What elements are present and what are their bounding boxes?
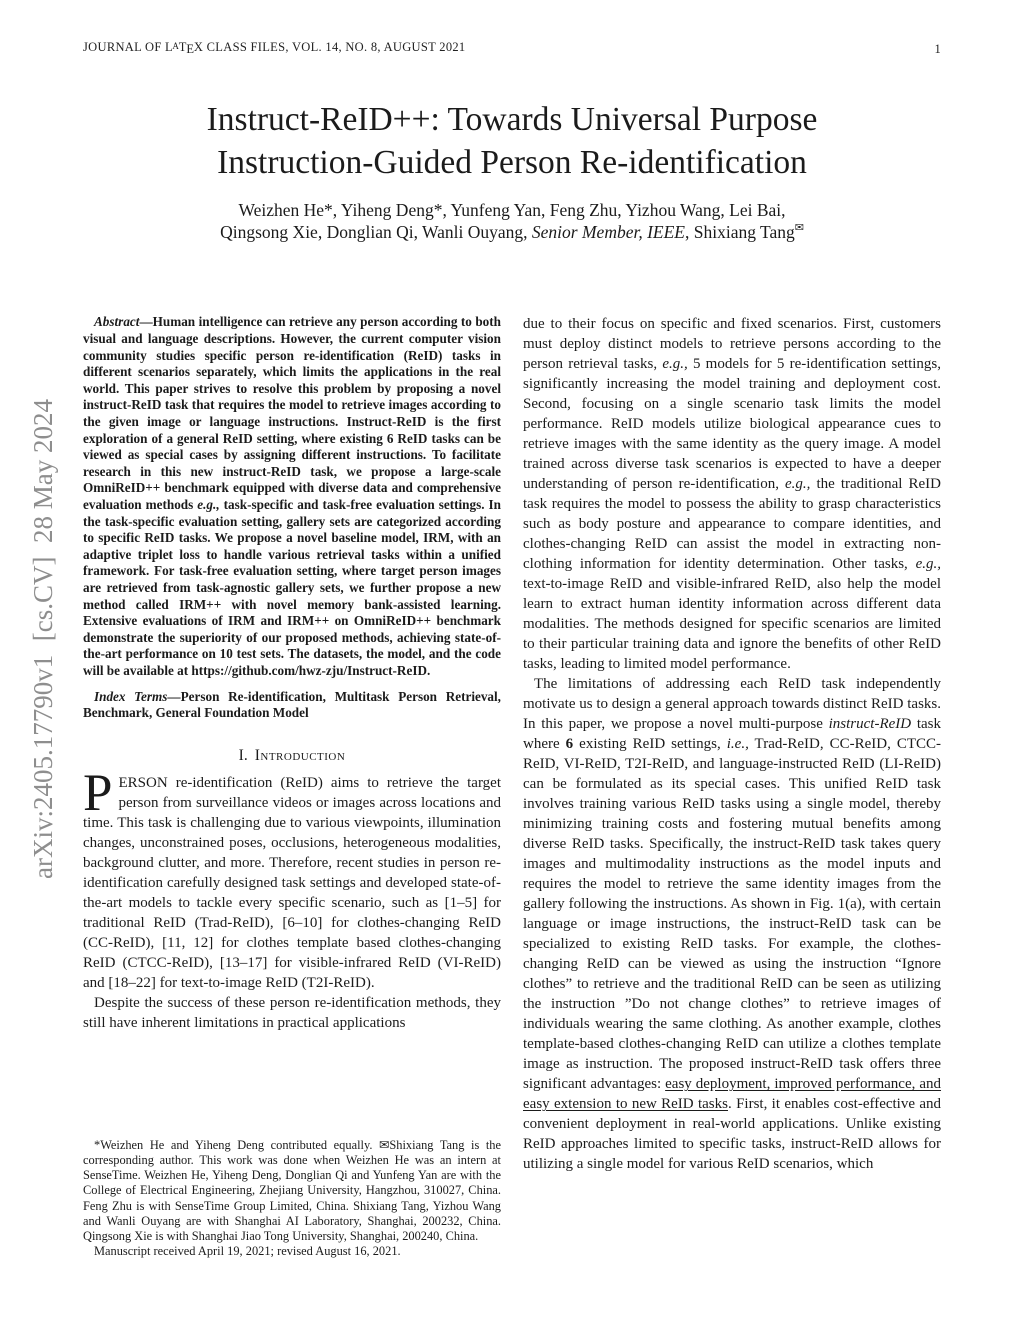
section-title: Introduction (254, 746, 346, 764)
index-terms (83, 689, 501, 722)
text-segment: Trad-ReID, CC-ReID, CTCC-ReID, VI-ReID, T2I-ReID, and language-instructed ReID (LI-ReID) can be formulated as its special cases. This unified ReID task involves training various ReID tasks using a single model, thereby minimizing training costs and fostering mutual benefits among diverse ReID tasks. Specifically, the instruct-ReID task takes query images and multimodality instructions as the model inputs and requires the model to retrieve the same identity images from the gallery following the instructions. As shown in Fig. 1(a), with certain language or image instructions, the instruct-ReID task can be specialized to existing ReID tasks. For example, the clothes-changing ReID can be viewed as using the instruction “Ignore clothes” to retrieve and the traditional ReID can be seen as utilizing the instruction ”Do not change clothes” to retrieve images of individuals wearing the same clothing. As another example, clothes template-based clothes-changing ReID can utilize a clothes template image as instruction. The proposed instruct-ReID task offers three significant advantages: (523, 736, 942, 1093)
body-paragraph-limitations (523, 314, 941, 674)
section-heading-introduction (83, 747, 501, 765)
running-header (83, 0, 941, 57)
text-segment: e.g., (785, 476, 811, 493)
arxiv-watermark: arXiv:2405.17790v1 [cs.CV] 28 May 2024 (28, 399, 58, 879)
intro-paragraph-1-text: re-identification (ReID) aims to retrieve the target person from surveillance videos or images across locations and time. This task is challenging due to various viewpoints, illumination changes, unconstrained poses, occlusions, heterogeneous modalities, background clutter, and more. Therefore, recent studies in person re-identification carefully designed task settings and developed state-of-the-art models to tackle every specific scenario, such as [1–5] for traditional ReID (Trad-ReID), [6–10] for clothes-changing ReID (CC-ReID), [11, 12] for clothes template based clothes-changing ReID (CTCC-ReID), [13–17] for visible-infrared ReID (VI-ReID) and [18–22] for text-to-image ReID (T2I-ReID). (83, 774, 501, 991)
text-segment: Qingsong Xie, Donglian Qi, Wanli Ouyang, (220, 222, 532, 243)
text-segment: The limitations of addressing each ReID task independently motivate us to design a general approach towards distinct ReID tasks. In this paper, we propose a novel multi-purpose (523, 676, 941, 733)
left-column (83, 314, 501, 1259)
author-line-2 (83, 221, 941, 243)
author-list (83, 199, 941, 243)
journal-name (83, 38, 465, 57)
text-segment: Senior Member, IEEE (531, 222, 685, 243)
text-segment: e.g., (915, 556, 941, 573)
text-segment: Index Terms (94, 688, 168, 704)
text-segment: existing ReID settings, (573, 736, 727, 753)
section-number: I. (238, 746, 248, 764)
text-segment: the traditional ReID task requires the model to possess the ability to grasp characteristics such as body posture and appearance to compare identities, and clothes-changing ReID can assist the model in extracting non-clothing information for identity determination. Other tasks, (523, 476, 941, 573)
latex-logo-a: A (172, 41, 180, 51)
journal-name-part: T (178, 39, 187, 54)
text-segment: Abstract (94, 314, 140, 330)
journal-name-part: JOURNAL OF L (83, 39, 173, 54)
footnote-affiliations: *Weizhen He and Yiheng Deng contributed equally. ✉Shixiang Tang is the corresponding author. This work was done when Weizhen He was an intern at SenseTime. Weizhen He, Yiheng Deng, Donglian Qi and Yunfeng Yan are with the College of Electrical Engineering, Zhejiang University, Hangzhou, 310027, China. Feng Zhu is with SenseTime Group Limited, China. Shixiang Tang, Yizhou Wang and Wanli Ouyang are with Shanghai AI Laboratory, Shanghai, 200232, China. Qingsong Xie is with Shanghai Jiao Tong University, Shanghai, 200240, China. (83, 1137, 501, 1244)
text-segment: 5 models for 5 re-identification settings, significantly increasing the model training and deployment cost. Second, focusing on a single scenario task limits the model performance. ReID models utilize biological appearance cues to retrieve images with the same identity as the query image. A model trained across diverse task scenarios is expected to have a deeper understanding of person re-identification, (523, 356, 941, 493)
text-segment: , Shixiang Tang (685, 222, 795, 243)
intro-paragraph-2: Despite the success of these person re-identification methods, they still have inherent limitations in practical applications (83, 994, 501, 1031)
text-segment: ✉ (794, 222, 804, 235)
text-segment: due to their focus on specific and fixed scenarios. First, customers must deploy distinct models to retrieve persons according to the person retrieval tasks, (523, 316, 941, 373)
intro-paragraph-1 (83, 763, 501, 993)
paper-title-line-2: Instruction-Guided Person Re-identification (217, 144, 807, 182)
footnote-manuscript: Manuscript received April 19, 2021; revised August 16, 2021. (94, 1244, 401, 1259)
footnote-block (83, 1138, 501, 1260)
text-segment: easy deployment, improved performance, and easy extension to new ReID tasks (523, 1076, 942, 1113)
journal-name-part: X CLASS FILES, VOL. 14, NO. 8, AUGUST 2021 (193, 39, 466, 54)
drop-cap: P (83, 763, 113, 822)
paper-title (83, 98, 941, 184)
text-segment: task-specific and task-free evaluation settings. In the task-specific evaluation setting, gallery sets are categorized according to specific ReID tasks. We propose a novel baseline model, IRM, with an adaptive triplet loss to handle various retrieval tasks within a unified framework. For task-free evaluation setting, where target person images are retrieved from task-agnostic gallery sets, we further propose a new method called IRM++ with novel memory bank-assisted learning. Extensive evaluations of IRM and IRM++ on OmniReID++ benchmark demonstrate the superiority of our proposed methods, achieving state-of-the-art performance on 10 test sets. The datasets, the model, and the code will be available at https://github.com/hwz-zju/Instruct-ReID. (83, 497, 501, 678)
body-paragraph-proposal (523, 674, 941, 1174)
paper-title-line-1: Instruct-ReID++: Towards Universal Purpose (206, 101, 818, 139)
lead-word-caps: ERSON (118, 774, 168, 791)
text-segment: i.e., (726, 736, 749, 753)
text-segment: —Human intelligence can retrieve any person according to both visual and language descriptions. However, the current computer vision community studies specific person re-identification (ReID) tasks in different scenarios separately, which limits the applications in the real world. This paper strives to resolve this problem by proposing a novel instruct-ReID task that requires the model to retrieve images according to the given image or language instructions. Instruct-ReID is the first exploration of a general ReID setting, where existing 6 ReID tasks can be viewed as special cases by assigning different instructions. To facilitate research in this new instruct-ReID task, we propose a large-scale OmniReID++ benchmark equipped with diverse data and comprehensive evaluation methods (83, 314, 501, 512)
page-number: 1 (934, 42, 941, 57)
author-line-1: Weizhen He*, Yiheng Deng*, Yunfeng Yan, Feng Zhu, Yizhou Wang, Lei Bai, (238, 200, 786, 221)
right-column (523, 314, 941, 1259)
text-segment: task where (523, 716, 941, 753)
text-segment: e.g., (662, 356, 688, 373)
text-segment: text-to-image ReID and visible-infrared ReID, also help the model learn to extract human identity information across different data modalities. The methods designed for specific scenarios are limited to their particular training data and ignore the benefits of other ReID tasks, leading to limited model performance. (523, 576, 941, 673)
latex-logo-e: E (186, 42, 195, 57)
text-segment: 6 (565, 736, 574, 753)
text-segment: . First, it enables cost-effective and convenient deployment in real-world applications. Unlike existing ReID approaches limited to specific tasks, instruct-ReID allows for utilizing a single model for various ReID scenarios, which (523, 1096, 941, 1173)
text-segment: e.g., (197, 497, 220, 512)
abstract (83, 314, 501, 679)
text-segment: —Person Re-identification, Multitask Person Retrieval, Benchmark, General Foundation Model (83, 688, 501, 721)
two-column-body (83, 314, 941, 1259)
text-segment: instruct-ReID (828, 716, 912, 733)
